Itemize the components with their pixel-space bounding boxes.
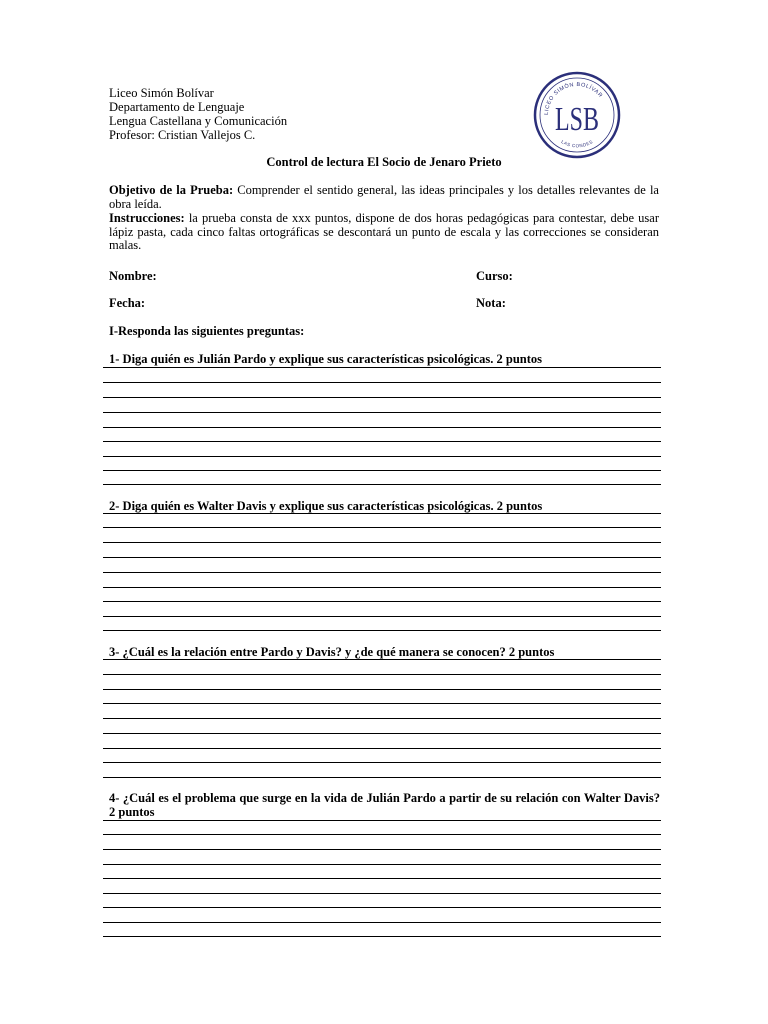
answer-line[interactable] [103,907,661,908]
answer-line[interactable] [103,762,661,763]
instructions-label: Instrucciones: [109,211,185,225]
answer-line[interactable] [103,441,661,442]
answer-line[interactable] [103,748,661,749]
answer-line[interactable] [103,936,661,937]
instructions-paragraph [109,212,659,253]
answer-line[interactable] [103,878,661,879]
answer-line[interactable] [103,834,661,835]
answer-line[interactable] [103,703,661,704]
course-field-label: Curso: [476,269,513,283]
answer-line[interactable] [103,382,661,383]
answer-line[interactable] [103,527,661,528]
instructions-text: la prueba consta de xxx puntos, dispone de dos horas pedagógicas para contestar, debe usar lápiz pasta, cada cinco faltas ortográficas se descontará un punto de escala y las correcciones se consideran malas. [109,211,659,252]
name-field-label: Nombre: [109,269,157,283]
answer-line[interactable] [103,542,661,543]
answer-line[interactable] [103,587,661,588]
question-2: 2- Diga quién es Walter Davis y explique sus características psicológicas. 2 puntos [109,499,543,513]
school-logo [532,70,622,160]
answer-line[interactable] [103,427,661,428]
answer-line[interactable] [103,849,661,850]
answer-line[interactable] [103,367,661,368]
answer-line[interactable] [103,659,661,660]
question-1: 1- Diga quién es Julián Pardo y explique sus características psicológicas. 2 puntos [109,352,543,366]
answer-line[interactable] [103,893,661,894]
answer-line[interactable] [103,601,661,602]
date-field-label: Fecha: [109,296,146,310]
grade-field-label: Nota: [476,296,506,310]
answer-line[interactable] [103,820,661,821]
question-4: 4- ¿Cuál es el problema que surge en la vida de Julián Pardo a partir de su relación con Walter Davis? 2 puntos [109,791,660,819]
department-name: Departamento de Lenguaje [109,100,245,114]
question-3: 3- ¿Cuál es la relación entre Pardo y Davis? y ¿de qué manera se conocen? 2 puntos [109,645,555,659]
logo-ring-text: LICEO SIMÓN BOLÍVAR [543,81,604,116]
logo-bottom-text: LAS CONDES [560,138,594,149]
objective-text: Comprender el sentido general, las ideas principales y los detalles relevantes de la obra leída. [109,183,659,211]
answer-line[interactable] [103,484,661,485]
answer-line[interactable] [103,456,661,457]
answer-line[interactable] [103,777,661,778]
objective-label: Objetivo de la Prueba: [109,183,234,197]
answer-line[interactable] [103,470,661,471]
answer-line[interactable] [103,557,661,558]
answer-line[interactable] [103,616,661,617]
answer-line[interactable] [103,922,661,923]
section-heading: I-Responda las siguientes preguntas: [109,324,305,338]
answer-line[interactable] [103,513,661,514]
page-title: Control de lectura El Socio de Jenaro Prieto [266,155,502,169]
answer-line[interactable] [103,864,661,865]
objective-paragraph [109,184,659,211]
logo-initials: LSB [555,101,599,138]
answer-line[interactable] [103,689,661,690]
svg-text:LAS CONDES [560,139,593,148]
answer-line[interactable] [103,412,661,413]
answer-line[interactable] [103,572,661,573]
answer-line[interactable] [103,733,661,734]
answer-line[interactable] [103,397,661,398]
answer-line[interactable] [103,674,661,675]
answer-line[interactable] [103,718,661,719]
answer-line[interactable] [103,630,661,631]
school-name: Liceo Simón Bolívar [109,86,214,100]
subject-name: Lengua Castellana y Comunicación [109,114,288,128]
teacher-name: Profesor: Cristian Vallejos C. [109,128,256,142]
